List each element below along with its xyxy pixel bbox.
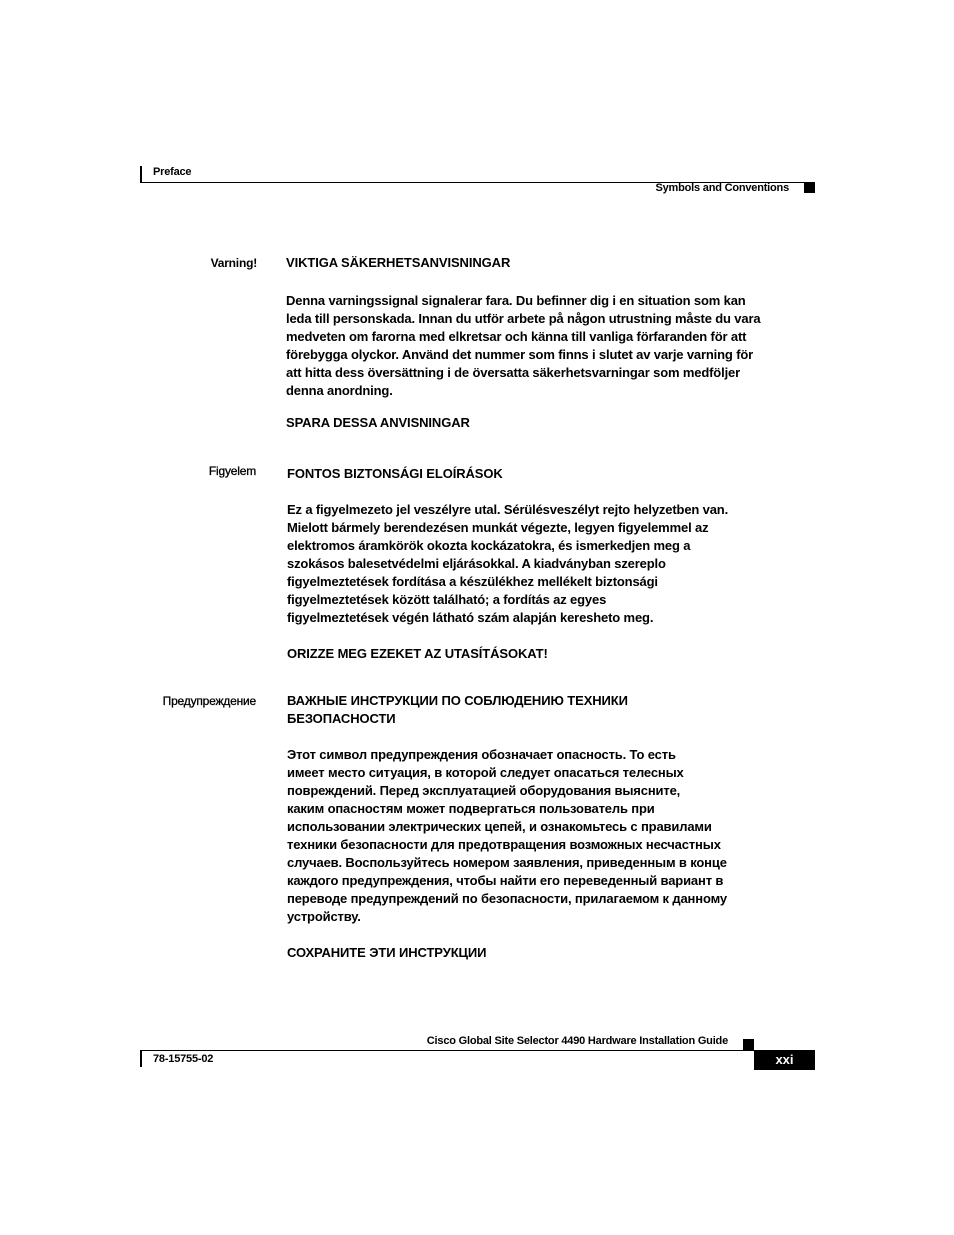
header-chapter: Preface [153,166,192,178]
warning-block-swedish [286,254,806,432]
body-line: att hitta dess översättning i de översatta säkerhetsvarningar som medföljer [286,365,741,380]
warning-block-russian [287,692,812,962]
warning-title-russian [287,692,812,728]
header-square-marker [804,182,815,193]
footer-square-marker [743,1039,754,1050]
body-line: техники безопасности для предотвращения возможных несчастных [287,837,721,852]
warning-closing-swedish: SPARA DESSA ANVISNINGAR [286,415,470,430]
warning-body-russian [287,746,812,926]
body-line: medveten om farorna med elkretsar och känna till vanliga förfaranden för att [286,329,747,344]
body-line: denna anordning. [286,383,393,398]
warning-closing-russian: СОХРАНИТЕ ЭТИ ИНСТРУКЦИИ [287,945,487,960]
body-line: каждого предупреждения, чтобы найти его переведенный вариант в [287,873,724,888]
title-line: БЕЗОПАСНОСТИ [287,711,396,726]
warning-title-swedish: VIKTIGA SÄKERHETSANVISNINGAR [286,255,511,270]
body-line: повреждений. Перед эксплуатацией оборудования выясните, [287,783,681,798]
body-line: каким опасностям может подвергаться пользователь при [287,801,655,816]
warning-label-hungarian: Figyelem [208,464,256,478]
warning-label-swedish: Varning! [210,256,257,270]
footer-guide-title: Cisco Global Site Selector 4490 Hardware Installation Guide [426,1035,728,1047]
warning-body-hungarian [287,501,807,627]
header-section: Symbols and Conventions [655,182,789,194]
body-line: переводе предупреждений по безопасности, прилагаемом к данному [287,891,727,906]
warning-body-swedish [286,292,806,400]
footer-rule [140,1050,815,1051]
body-line: elektromos áramkörök okozta kockázatokra, és ismerkedjen meg a [287,538,691,553]
body-line: figyelmeztetések végén látható szám alapján keresheto meg. [287,610,654,625]
body-line: использовании электрических цепей, и ознакомьтесь с правилами [287,819,712,834]
body-line: Ez a figyelmezeto jel veszélyre utal. Sérülésveszélyt rejto helyzetben van. [287,502,729,517]
warning-title-hungarian: FONTOS BIZTONSÁGI ELOÍRÁSOK [287,466,503,481]
warning-label-russian: Предупреждение [162,694,256,708]
warning-closing-hungarian: ORIZZE MEG EZEKET AZ UTASÍTÁSOKAT! [287,646,548,661]
body-line: имеет место ситуация, в которой следует опасаться телесных [287,765,684,780]
footer-left-bar [140,1051,142,1067]
body-line: figyelmeztetések között található; a fordítás az egyes [287,592,607,607]
footer-page-number: xxi [754,1050,815,1070]
body-line: Этот символ предупреждения обозначает опасность. То есть [287,747,676,762]
header-left-bar [140,166,142,182]
body-line: szokásos balesetvédelmi eljárásokkal. A kiadványban szereplo [287,556,666,571]
body-line: figyelmeztetések fordítása a készülékhez mellékelt biztonsági [287,574,658,589]
title-line: ВАЖНЫЕ ИНСТРУКЦИИ ПО СОБЛЮДЕНИЮ ТЕХНИКИ [287,693,628,708]
body-line: Denna varningssignal signalerar fara. Du befinner dig i en situation som kan [286,293,746,308]
body-line: случаев. Воспользуйтесь номером заявления, приведенным в конце [287,855,727,870]
warning-block-hungarian [287,465,807,663]
body-line: устройству. [287,909,361,924]
footer-doc-number: 78-15755-02 [153,1053,214,1065]
body-line: förebygga olyckor. Använd det nummer som finns i slutet av varje varning för [286,347,754,362]
body-line: leda till personskada. Innan du utför arbete på någon utrustning måste du vara [286,311,761,326]
body-line: Mielott bármely berendezésen munkát végezte, legyen figyelemmel az [287,520,709,535]
